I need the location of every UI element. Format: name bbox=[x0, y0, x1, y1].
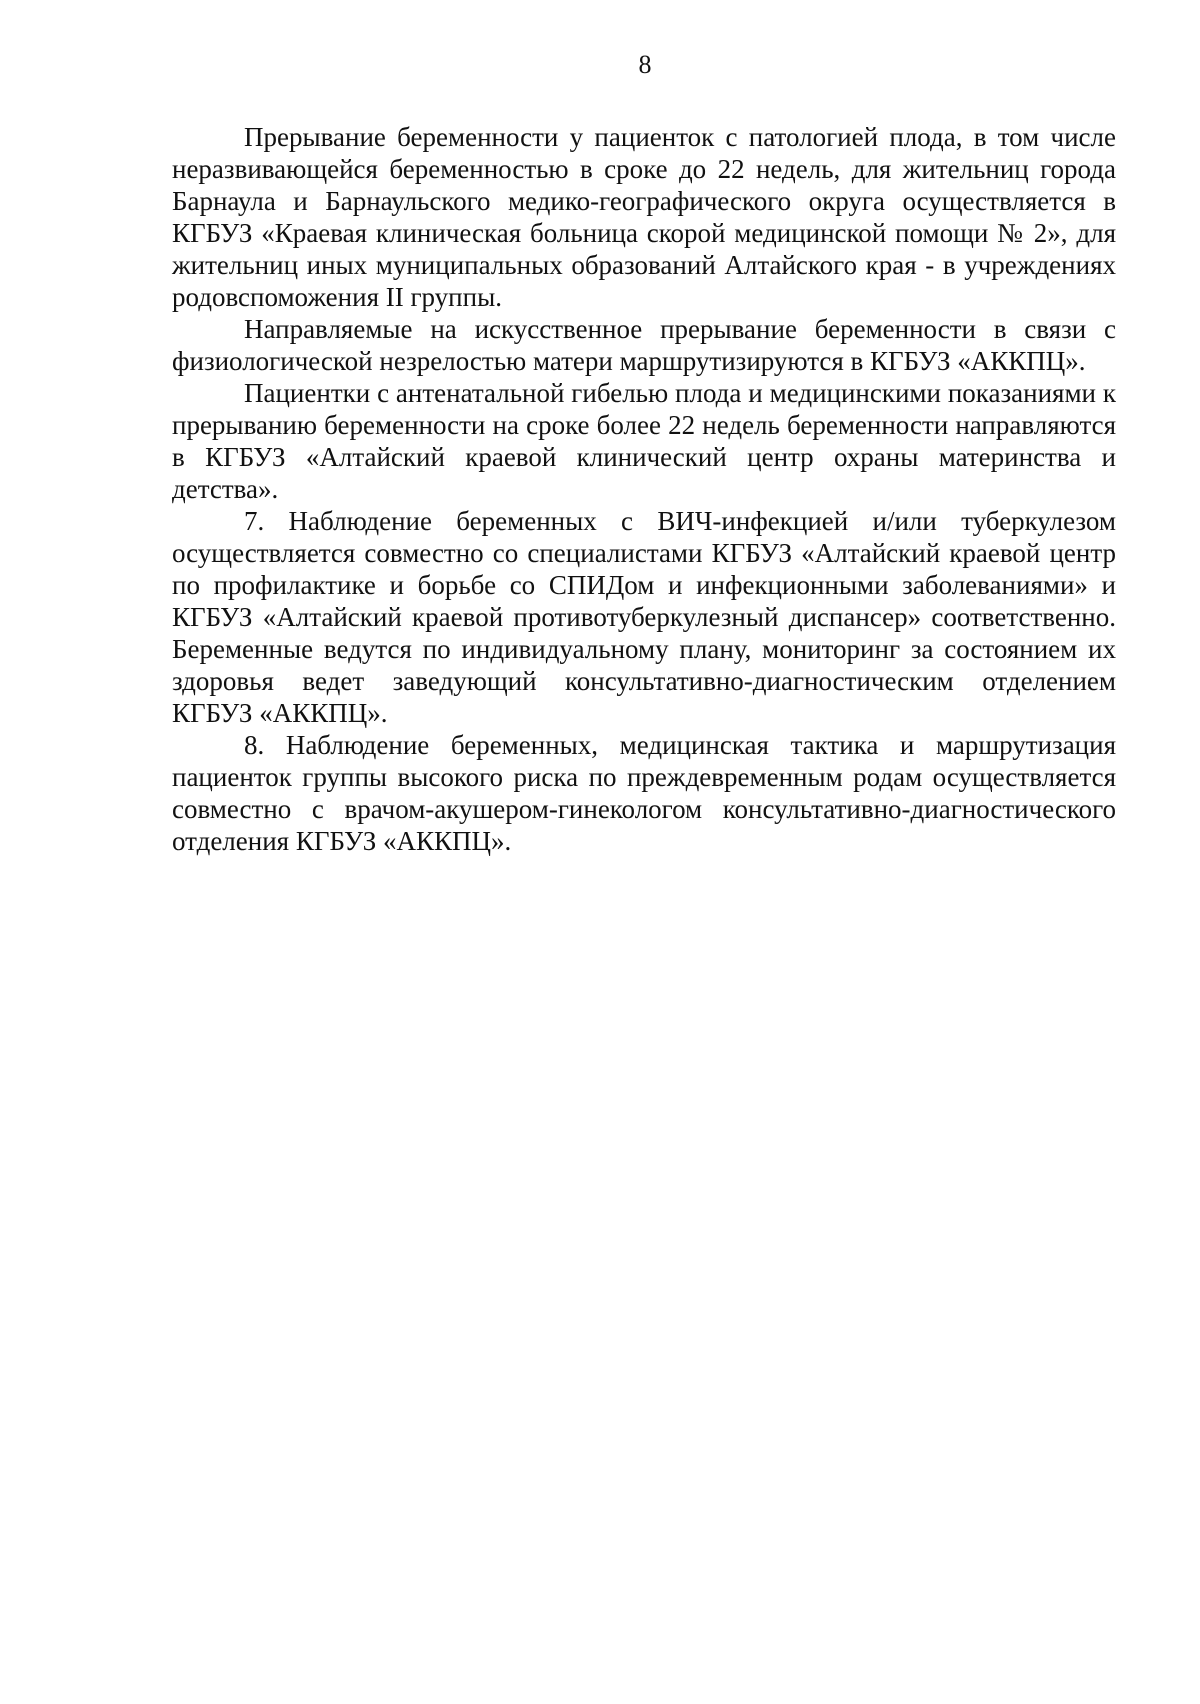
document-body bbox=[172, 121, 1116, 857]
paragraph-termination-fetal-pathology: Прерывание беременности у пациенток с патологией плода, в том числе неразвивающейся беременностью в сроке до 22 недель, для жительниц города Барнаула и Барнаульского медико-географического округа осуществляется в КГБУЗ «Краевая клиническая больница скорой медицинской помощи № 2», для жительниц иных муниципальных образований Алтайского края - в учреждениях родовспоможения II группы. bbox=[172, 122, 1116, 312]
paragraph-item-7-hiv-tuberculosis: 7. Наблюдение беременных с ВИЧ-инфекцией и/или туберкулезом осуществляется совместно со специалистами КГБУЗ «Алтайский краевой центр по профилактике и борьбе со СПИДом и инфекционными заболеваниями» и КГБУЗ «Алтайский краевой противотуберкулезный диспансер» соответственно. Беременные ведутся по индивидуальному плану, мониторинг за состоянием их здоровья ведет заведующий консультативно-диагностическим отделением КГБУЗ «АККПЦ». bbox=[172, 506, 1116, 728]
paragraph-antenatal-fetal-death: Пациентки с антенатальной гибелью плода и медицинскими показаниями к прерыванию беременности на сроке более 22 недель беременности направляются в КГБУЗ «Алтайский краевой клинический центр охраны материнства и детства». bbox=[172, 378, 1116, 504]
paragraph-physiological-immaturity: Направляемые на искусственное прерывание беременности в связи с физиологической незрелостью матери маршрутизируются в КГБУЗ «АККПЦ». bbox=[172, 314, 1116, 376]
paragraph-item-8-preterm-birth-risk: 8. Наблюдение беременных, медицинская тактика и маршрутизация пациенток группы высокого риска по преждевременным родам осуществляется совместно с врачом-акушером-гинекологом консультативно-диагностического отделения КГБУЗ «АККПЦ». bbox=[172, 730, 1116, 856]
page-number: 8 bbox=[638, 50, 652, 79]
